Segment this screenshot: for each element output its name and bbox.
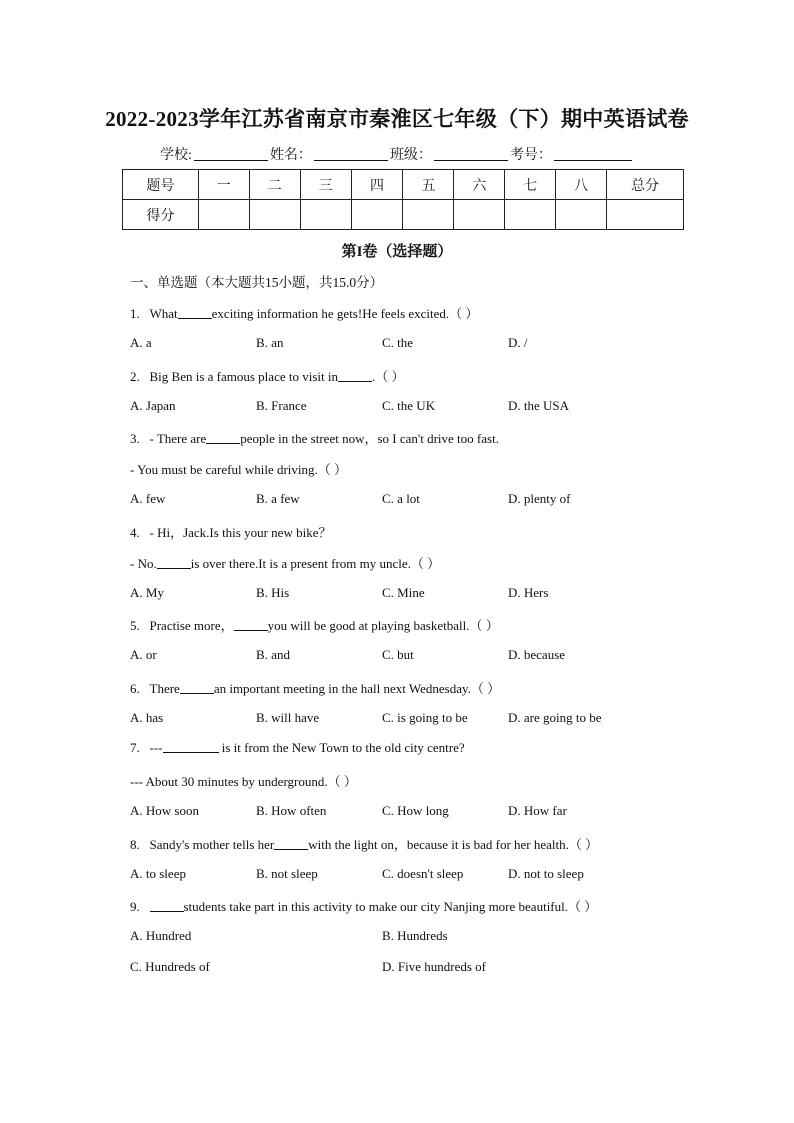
option-b: B. and <box>256 647 290 662</box>
question-number: 8. <box>130 837 140 852</box>
answer-blank <box>206 431 240 444</box>
score-cell <box>403 200 454 230</box>
score-table-header-row <box>123 170 684 200</box>
question-7-line-2: --- About 30 minutes by underground.（ ） <box>130 774 357 789</box>
header-cell: 六 <box>454 170 505 200</box>
name-label: 姓名： <box>269 148 312 163</box>
option-c: C. the <box>382 335 414 350</box>
score-cell <box>607 200 684 230</box>
exam-title: 2022-2023学年江苏省南京市秦淮区七年级（下）期中英语试卷 <box>105 107 689 131</box>
option-d: D. / <box>508 335 528 350</box>
option-c: C. a lot <box>382 491 420 506</box>
option-b: B. an <box>256 335 284 350</box>
question-number: 1. <box>130 306 140 321</box>
option-a: A. to sleep <box>130 866 186 881</box>
question-number: 7. <box>130 740 140 755</box>
option-b: B. a few <box>256 491 300 506</box>
score-cell <box>249 200 300 230</box>
question-number: 6. <box>130 681 140 696</box>
option-a: A. a <box>130 335 152 350</box>
option-c: C. doesn't sleep <box>382 866 464 881</box>
section-title: 一、单选题（本大题共15小题，共15.0分） <box>130 275 384 290</box>
option-c: C. but <box>382 647 414 662</box>
header-cell: 五 <box>403 170 454 200</box>
score-cell <box>300 200 351 230</box>
option-b: B. will have <box>256 710 320 725</box>
option-c: C. the UK <box>382 398 436 413</box>
option-a: A. has <box>130 710 164 725</box>
question-8: 8. Sandy's mother tells her with the light on，because it is bad for her health.（ ） <box>130 837 599 852</box>
answer-blank <box>338 369 372 382</box>
option-a: A. or <box>130 647 157 662</box>
header-cell: 三 <box>300 170 351 200</box>
answer-blank <box>180 681 214 694</box>
question-4-line-2: - No. is over there.It is a present from my uncle.（ ） <box>130 556 441 571</box>
option-d: D. Hers <box>508 585 549 600</box>
score-cell <box>505 200 556 230</box>
question-5: 5. Practise more， you will be good at playing basketball.（ ） <box>130 618 499 633</box>
option-a: A. My <box>130 585 164 600</box>
class-blank <box>434 146 508 161</box>
header-cell: 一 <box>198 170 249 200</box>
question-4: 4. - Hi，Jack.Is this your new bike？ <box>130 525 332 540</box>
option-d: D. How far <box>508 803 567 818</box>
question-7: 7. --- is it from the New Town to the old city centre? <box>130 740 465 755</box>
option-a: A. Hundred <box>130 928 192 943</box>
option-c: C. Hundreds of <box>130 959 210 974</box>
option-a: A. How soon <box>130 803 199 818</box>
option-b: B. How often <box>256 803 327 818</box>
score-cell <box>556 200 607 230</box>
option-d: D. plenty of <box>508 491 571 506</box>
option-b: B. not sleep <box>256 866 318 881</box>
score-table <box>122 169 684 230</box>
header-cell: 总分 <box>607 170 684 200</box>
option-c: C. How long <box>382 803 449 818</box>
question-3-line-2: - You must be careful while driving.（ ） <box>130 462 348 477</box>
option-b: B. France <box>256 398 307 413</box>
option-c: C. Mine <box>382 585 425 600</box>
option-a: A. few <box>130 491 166 506</box>
answer-blank <box>234 618 268 631</box>
question-number: 3. <box>130 431 140 446</box>
option-b: B. Hundreds <box>382 928 448 943</box>
answer-blank <box>157 556 191 569</box>
question-9: 9. students take part in this activity to make our city Nanjing more beautiful.（ ） <box>130 899 598 914</box>
option-b: B. His <box>256 585 290 600</box>
question-1: 1. What exciting information he gets!He feels excited.（ ） <box>130 306 479 321</box>
option-d: D. Five hundreds of <box>382 959 486 974</box>
option-d: D. the USA <box>508 398 570 413</box>
part-title: 第I卷（选择题） <box>341 244 453 260</box>
option-a: A. Japan <box>130 398 176 413</box>
score-row-label: 得分 <box>123 200 199 230</box>
school-blank <box>194 146 268 161</box>
student-info-line <box>0 144 794 164</box>
score-table-score-row <box>123 200 684 230</box>
score-cell <box>198 200 249 230</box>
class-label: 班级： <box>389 148 432 163</box>
option-d: D. are going to be <box>508 710 602 725</box>
header-cell: 八 <box>556 170 607 200</box>
option-c: C. is going to be <box>382 710 468 725</box>
header-cell: 四 <box>351 170 403 200</box>
header-cell: 七 <box>505 170 556 200</box>
question-6: 6. There an important meeting in the hall next Wednesday.（ ） <box>130 681 501 696</box>
name-blank <box>314 146 388 161</box>
header-cell: 题号 <box>123 170 199 200</box>
school-label: 学校: <box>160 148 192 163</box>
question-number: 5. <box>130 618 140 633</box>
option-d: D. because <box>508 647 566 662</box>
question-3: 3. - There are people in the street now，so I can't drive too fast. <box>130 431 499 446</box>
question-2: 2. Big Ben is a famous place to visit in .（ ） <box>130 369 405 384</box>
answer-blank <box>150 899 184 912</box>
header-cell: 二 <box>249 170 300 200</box>
question-number: 4. <box>130 525 140 540</box>
answer-blank <box>178 306 212 319</box>
question-number: 9. <box>130 899 140 914</box>
number-label: 考号： <box>509 148 552 163</box>
score-cell <box>351 200 403 230</box>
number-blank <box>554 146 632 161</box>
score-cell <box>454 200 505 230</box>
option-d: D. not to sleep <box>508 866 584 881</box>
answer-blank <box>163 740 219 753</box>
answer-blank <box>274 837 308 850</box>
question-number: 2. <box>130 369 140 384</box>
